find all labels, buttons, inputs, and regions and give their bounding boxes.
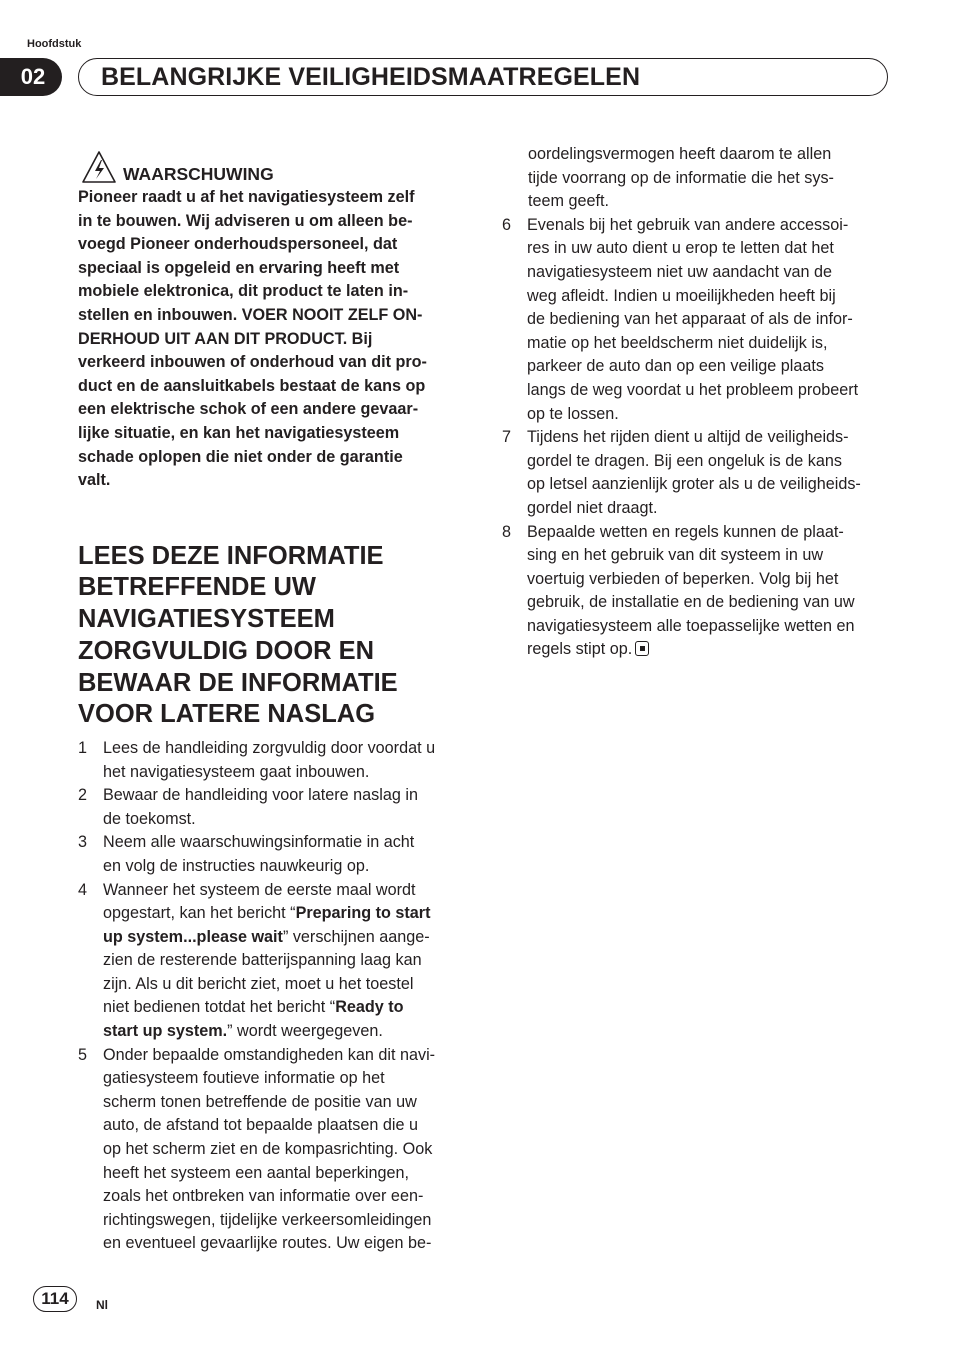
list-item-line: de toekomst. bbox=[103, 809, 196, 828]
list-item-line: en eventueel gevaarlijke routes. Uw eigen be- bbox=[103, 1234, 432, 1253]
list-item-line bbox=[103, 996, 468, 1020]
warning-line: DERHOUD UIT AAN DIT PRODUCT. Bij bbox=[78, 329, 373, 348]
list-item-number: 6 bbox=[502, 215, 512, 234]
text-run: niet bedienen totdat het bericht “ bbox=[103, 998, 336, 1017]
list-item-line bbox=[527, 638, 894, 662]
list-item-line: Lees de handleiding zorgvuldig door voordat u bbox=[103, 738, 436, 757]
warning-line: in te bouwen. Wij adviseren u om alleen be- bbox=[78, 211, 413, 230]
heading-line: BEWAAR DE INFORMATIE bbox=[78, 668, 398, 697]
list-item-line: oordelingsvermogen heeft daarom te allen bbox=[528, 145, 832, 163]
message-text: Ready to bbox=[335, 998, 404, 1017]
warning-line: mobiele elektronica, dit product te laten in- bbox=[78, 282, 409, 301]
list-item-line bbox=[103, 902, 468, 926]
warning-line: een elektrische schok of een andere gevaar- bbox=[78, 400, 419, 419]
list-item-line: heeft het systeem een aantal beperkingen, bbox=[103, 1163, 409, 1182]
text-run: ” wordt weergegeven. bbox=[227, 1022, 383, 1041]
list-item bbox=[502, 426, 894, 520]
list-item bbox=[502, 521, 894, 663]
list-item-line: Wanneer het systeem de eerste maal wordt bbox=[103, 880, 416, 899]
end-of-section-icon bbox=[635, 641, 649, 656]
list-item-line: gordel te dragen. Bij een ongeluk is de kans bbox=[527, 451, 842, 470]
heading-line: BETREFFENDE UW bbox=[78, 573, 316, 602]
list-item-line: langs de weg voordat u het probleem probeert bbox=[527, 380, 859, 399]
warning-line: schade oplopen die niet onder de garantie bbox=[78, 447, 403, 466]
list-item-line: Onder bepaalde omstandigheden kan dit navi- bbox=[103, 1045, 436, 1064]
list-item-line bbox=[103, 1020, 468, 1044]
list-item bbox=[78, 1044, 468, 1256]
chapter-label: Hoofdstuk bbox=[27, 38, 82, 50]
list-item bbox=[78, 784, 468, 831]
chapter-number-tab: 02 bbox=[0, 58, 62, 96]
section-heading bbox=[78, 541, 468, 731]
list-item-line: op te lossen. bbox=[527, 404, 619, 423]
list-item bbox=[78, 737, 468, 784]
list-item-line: op het scherm ziet en de kompasrichting. Ook bbox=[103, 1140, 433, 1159]
left-column bbox=[78, 150, 468, 1256]
message-text: up system...please wait bbox=[103, 927, 283, 946]
warning-line: valt. bbox=[78, 471, 111, 490]
list-item bbox=[78, 879, 468, 1044]
warning-line: duct en de aansluitkabels bestaat de kans op bbox=[78, 376, 426, 395]
text-run: ” verschijnen aange- bbox=[282, 927, 430, 946]
list-item-line: auto, de afstand tot bepaalde plaatsen die u bbox=[103, 1116, 419, 1135]
chapter-title-box bbox=[78, 58, 888, 96]
list-item-line: Neem alle waarschuwingsinformatie in acht bbox=[103, 833, 415, 852]
heading-line: VOOR LATERE NASLAG bbox=[78, 700, 376, 729]
list-item-line: navigatiesysteem niet uw aandacht van de bbox=[527, 262, 833, 281]
list-item-line: op letsel aanzienlijk groter als u de veiligheids- bbox=[527, 475, 861, 494]
list-item-line: het navigatiesysteem gaat inbouwen. bbox=[103, 762, 370, 781]
list-item-number: 3 bbox=[78, 833, 88, 852]
list-item-line bbox=[103, 926, 468, 950]
list-item-line: gebruik, de installatie en de bediening van uw bbox=[527, 593, 855, 612]
list-item bbox=[78, 831, 468, 878]
list-item-line: res in uw auto dient u erop te letten dat het bbox=[527, 239, 834, 258]
list-item-number: 4 bbox=[78, 880, 88, 899]
warning-line: verkeerd inbouwen of onderhoud van dit pro- bbox=[78, 353, 427, 372]
list-item-number: 1 bbox=[78, 738, 88, 757]
list-item bbox=[502, 214, 894, 426]
list-item-line: navigatiesysteem alle toepasselijke wetten en bbox=[527, 616, 855, 635]
list-item-line: Bepaalde wetten en regels kunnen de plaat- bbox=[527, 522, 844, 541]
warning-line: speciaal is opgeleid en ervaring heeft met bbox=[78, 258, 400, 277]
text-run: opgestart, kan het bericht “ bbox=[103, 904, 296, 923]
warning-body bbox=[78, 186, 468, 493]
list-item-line: scherm tonen betreffende de positie van uw bbox=[103, 1092, 417, 1111]
list-item-number: 8 bbox=[502, 522, 512, 541]
message-text: Preparing to start bbox=[295, 904, 431, 923]
heading-line: LEES DEZE INFORMATIE bbox=[78, 541, 384, 570]
list-item-number: 2 bbox=[78, 786, 88, 805]
list-item-line: en volg de instructies nauwkeurig op. bbox=[103, 856, 370, 875]
list-item-line: teem geeft. bbox=[528, 192, 609, 211]
list-item-line: tijde voorrang op de informatie die het sys- bbox=[528, 168, 834, 187]
list-item-line: sing en het gebruik van dit systeem in uw bbox=[527, 546, 824, 565]
list-item-line: gatiesysteem foutieve informatie op het bbox=[103, 1069, 385, 1088]
warning-line: voegd Pioneer onderhoudspersoneel, dat bbox=[78, 235, 398, 254]
chapter-title: BELANGRIJKE VEILIGHEIDSMAATREGELEN bbox=[101, 63, 641, 91]
list-item-line: Evenals bij het gebruik van andere accessoi- bbox=[527, 215, 849, 234]
list-item-line: weg afleidt. Indien u moeilijkheden heeft bij bbox=[527, 286, 836, 305]
list-item-line: zoals het ontbreken van informatie over een- bbox=[103, 1187, 424, 1206]
list-item-line: richtingswegen, tijdelijke verkeersomleidingen bbox=[103, 1210, 432, 1229]
heading-line: NAVIGATIESYSTEEM bbox=[78, 605, 335, 634]
list-item-number: 7 bbox=[502, 428, 512, 447]
warning-title: WAARSCHUWING bbox=[123, 164, 274, 184]
page-number: 114 bbox=[33, 1286, 77, 1312]
list-item-line: Tijdens het rijden dient u altijd de veiligheids- bbox=[527, 428, 849, 447]
warning-line: lijke situatie, en kan het navigatiesysteem bbox=[78, 423, 400, 442]
list-item-line: de bediening van het apparaat of als de infor- bbox=[527, 310, 853, 329]
list-item-number: 5 bbox=[78, 1045, 88, 1064]
message-text: start up system. bbox=[103, 1022, 228, 1041]
warning-line: stellen en inbouwen. VOER NOOIT ZELF ON- bbox=[78, 305, 423, 324]
list-item-line: zijn. Als u dit bericht ziet, moet u het toestel bbox=[103, 974, 414, 993]
warning-line: Pioneer raadt u af het navigatiesysteem zelf bbox=[78, 188, 415, 206]
list-item-line: gordel niet draagt. bbox=[527, 498, 658, 517]
list-item-line: voertuig verbieden of beperken. Volg bij het bbox=[527, 569, 839, 588]
list-item-line: Bewaar de handleiding voor latere naslag in bbox=[103, 786, 418, 805]
heading-line: ZORGVULDIG DOOR EN bbox=[78, 636, 375, 665]
list-item-line: matie op het beeldscherm niet duidelijk is, bbox=[527, 333, 828, 352]
right-column bbox=[502, 143, 894, 662]
list-item-continuation bbox=[528, 143, 894, 214]
list-item-line: parkeer de auto dan op een veilige plaats bbox=[527, 357, 824, 376]
lightning-warning-triangle-icon bbox=[81, 150, 117, 184]
text-run: regels stipt op. bbox=[527, 640, 633, 659]
warning-header bbox=[81, 150, 468, 184]
language-code: Nl bbox=[96, 1298, 108, 1312]
list-item-line: zien de resterende batterijspanning laag kan bbox=[103, 951, 422, 970]
